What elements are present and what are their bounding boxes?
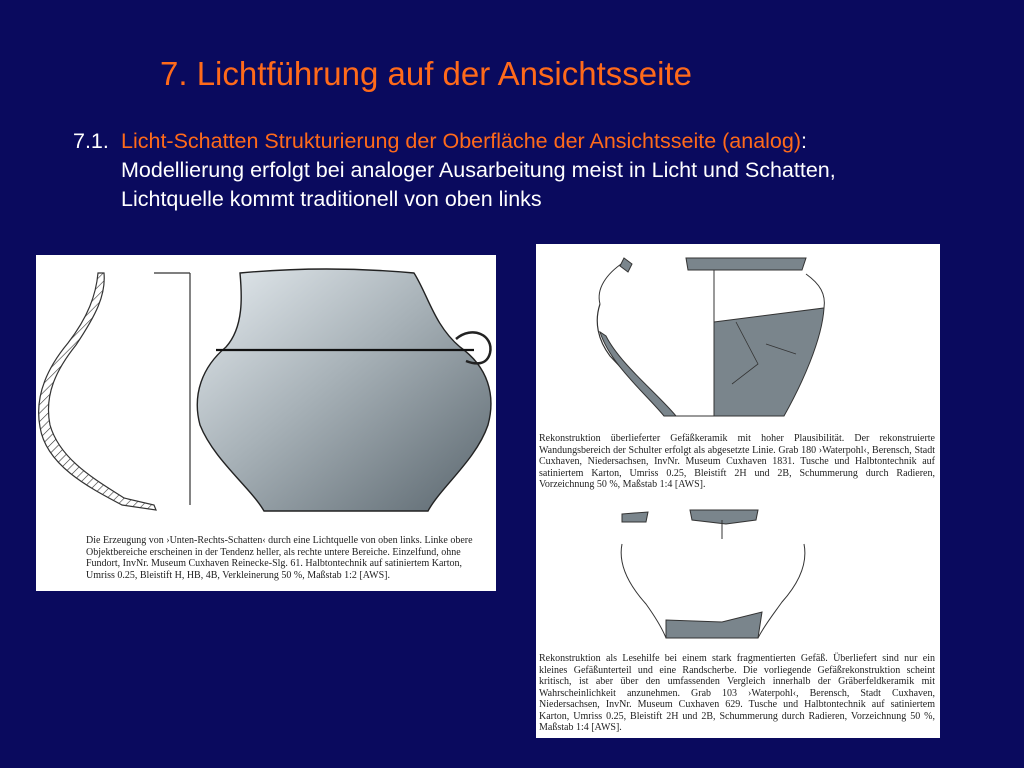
pot-reconstruction-top [597,258,824,416]
caption-line: Objektbereiche erscheinen in der Tendenz heller, als rechte untere Bereiche. Einzelfund, ohne [86,546,461,558]
right-caption-top: Rekonstruktion überlieferter Gefäßkeramik mit hoher Plausibilität. Der rekonstruierte Wandungsbereich der Schulter erfolgt als abgesetzte Linie. Grab 180 ›Waterpohl‹, Berensch, Stadt Cuxhaven, Niedersachsen, InvNr. Museum Cuxhaven 1831. Tusche und Halbtontechnik auf satiniertem Karton, Umriss 0.25, Bleistift 2H und 2B, Schummerung durch Radieren, Vorzeichnung 50 %, Maßstab 1:4 [AWS]. [539,433,935,490]
left-figure-caption [86,535,496,581]
right-figure-panel [536,244,940,738]
section-heading: Licht-Schatten Strukturierung der Oberfläche der Ansichtsseite (analog) [121,129,802,153]
section-number: 7.1. [73,129,109,153]
pot-reconstruction-bottom [621,510,805,638]
slide-title: 7. Lichtführung auf der Ansichtsseite [160,55,692,92]
caption-line: Fundort, InvNr. Museum Cuxhaven Reinecke-Slg. 61. Halbtontechnik auf satiniertem Karton, [86,558,463,569]
body-line-1: Modellierung erfolgt bei analoger Ausarbeitung meist in Licht und Schatten, [121,158,836,182]
section-text [73,127,1013,214]
caption-line: Die Erzeugung von ›Unten-Rechts-Schatten‹ durch eine Lichtquelle von oben links. Linke obere [86,535,473,546]
section-colon: : [801,129,807,153]
caption-line: Umriss 0.25, Bleistift H, HB, 4B, Verkleinerung 50 %, Maßstab 1:2 [AWS]. [86,569,390,581]
right-caption-bottom: Rekonstruktion als Lesehilfe bei einem stark fragmentierten Gefäß. Überliefert sind nur ein kleines Gefäßunterteil und eine Randscherbe. Die vorliegende Gefäßrekonstruktion scheint kritisch, ist aber über den umfassenden Vergleich innerhalb der Gräberfeldkeramik mit Wahrscheinlichkeit anzunehmen. Grab 103 ›Waterpohl‹, Berensch, Stadt Cuxhaven, Niedersachsen, InvNr. Museum Cuxhaven 629. Tusche und Halbtontechnik auf satiniertem Karton, Umriss 0.25, Bleistift 2H und 2B, Schummerung durch Radieren, Vorzeichnung 50 %, Maßstab 1:4 [AWS]. [539,653,935,733]
left-figure-panel [36,255,496,591]
body-line-2: Lichtquelle kommt traditionell von oben links [121,187,542,211]
